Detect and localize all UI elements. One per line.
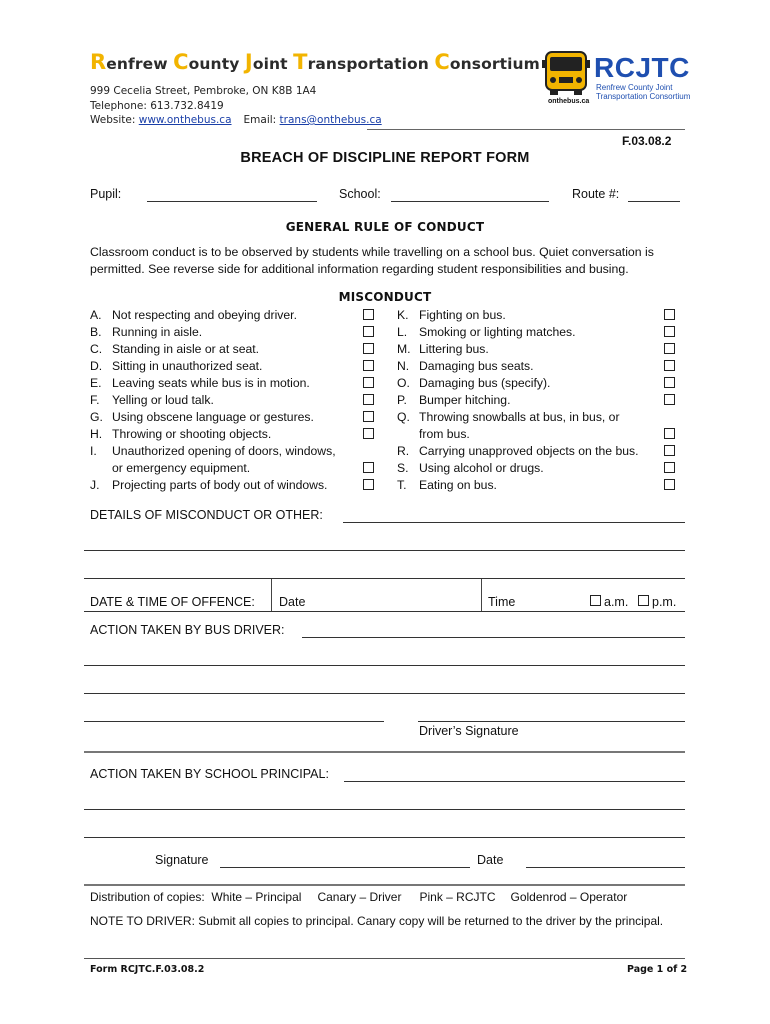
copy-pink: Pink – RCJTC [419,890,496,904]
misconduct-item [397,443,639,460]
misconduct-text: Yelling or loud talk. [112,393,214,407]
header-divider [367,129,685,130]
copy-canary: Canary – Driver [317,890,402,904]
logo-subtitle-1: Renfrew County Joint [596,83,673,92]
misconduct-text: from bus. [419,427,470,441]
checkbox-t[interactable] [664,479,675,490]
misconduct-text: Running in aisle. [112,325,203,339]
misconduct-key: M. [397,342,411,356]
section-divider-2 [84,884,685,886]
misconduct-key: L. [397,325,408,339]
misconduct-item [397,375,639,392]
checkbox-f[interactable] [363,394,374,405]
checkbox-j[interactable] [363,479,374,490]
website-link[interactable]: www.onthebus.ca [138,114,232,126]
email-link[interactable]: trans@onthebus.ca [279,114,382,126]
misconduct-key: O. [397,376,410,390]
details-field-line-1[interactable] [343,522,685,523]
misconduct-text: Throwing snowballs at bus, in bus, or [419,410,620,424]
general-rule-text: Classroom conduct is to be observed by students while travelling on a school bus. Quiet conversation is permitted. See reverse side for additional information regarding student responsibilities and busing. [90,245,654,276]
signature-date-label: Date [477,853,504,867]
am-label: a.m. [604,595,629,609]
checkbox-d[interactable] [363,360,374,371]
checkbox-q[interactable] [664,428,675,439]
pm-label: p.m. [652,595,677,609]
checkbox-e[interactable] [363,377,374,388]
misconduct-text: Sitting in unauthorized seat. [112,359,263,373]
misconduct-item [397,460,639,477]
principal-action-label: ACTION TAKEN BY SCHOOL PRINCIPAL: [90,767,329,781]
details-label: DETAILS OF MISCONDUCT OR OTHER: [90,508,323,522]
misconduct-key: A. [90,308,102,322]
misconduct-item [90,324,336,341]
misconduct-text: Bumper hitching. [419,393,511,407]
section-divider-1 [84,751,685,753]
time-field[interactable]: Time [488,595,516,609]
route-field[interactable] [628,201,680,202]
misconduct-key: G. [90,410,103,424]
principal-date-line[interactable] [526,867,685,868]
misconduct-text: Damaging bus seats. [419,359,534,373]
misconduct-key: S. [397,461,409,475]
misconduct-text: Using alcohol or drugs. [419,461,544,475]
misconduct-key: D. [90,359,103,373]
misconduct-item [90,392,336,409]
misconduct-text: Eating on bus. [419,478,497,492]
misconduct-item [90,460,336,477]
details-field-line-3[interactable] [84,578,685,579]
time-divider [481,579,482,611]
misconduct-text: Standing in aisle or at seat. [112,342,260,356]
distribution-line [90,890,627,904]
misconduct-text: Leaving seats while bus is in motion. [112,376,310,390]
general-rule-heading: GENERAL RULE OF CONDUCT [285,220,485,234]
misconduct-item [90,375,336,392]
checkbox-h[interactable] [363,428,374,439]
website-label: Website: [90,114,139,126]
misconduct-key: I. [90,444,97,458]
misconduct-text: or emergency equipment. [112,461,251,475]
misconduct-item [90,341,336,358]
misconduct-item [90,477,336,494]
school-field[interactable] [391,201,549,202]
checkbox-m[interactable] [664,343,675,354]
misconduct-item [90,443,336,460]
checkbox-p[interactable] [664,394,675,405]
misconduct-item [397,324,639,341]
misconduct-key: B. [90,325,102,339]
misconduct-text: Littering bus. [419,342,489,356]
date-field[interactable]: Date [279,595,306,609]
misconduct-item [90,409,336,426]
driver-signature-line[interactable] [418,721,685,722]
misconduct-key: C. [90,342,103,356]
misconduct-item [397,358,639,375]
checkbox-l[interactable] [664,326,675,337]
date-divider [271,579,272,611]
date-time-bottom-line [84,611,685,612]
footer-divider [84,958,685,959]
misconduct-key: T. [397,478,407,492]
misconduct-item [397,341,639,358]
misconduct-item [90,358,336,375]
copy-white: White – Principal [211,890,302,904]
driver-action-label: ACTION TAKEN BY BUS DRIVER: [90,623,285,637]
misconduct-list-right [397,307,639,494]
checkbox-a[interactable] [363,309,374,320]
misconduct-item [397,409,639,426]
date-time-label: DATE & TIME OF OFFENCE: [90,595,255,609]
misconduct-text: Projecting parts of body out of windows. [112,478,328,492]
misconduct-item [90,426,336,443]
am-checkbox[interactable] [590,595,601,606]
misconduct-key: F. [90,393,100,407]
misconduct-text: Fighting on bus. [419,308,506,322]
checkbox-b[interactable] [363,326,374,337]
driver-signature-label: Driver’s Signature [419,724,519,738]
org-address: 999 Cecelia Street, Pembroke, ON K8B 1A4 [90,85,317,97]
route-label: Route #: [572,187,620,201]
school-label: School: [339,187,381,201]
distribution-label: Distribution of copies: [90,890,205,904]
note-to-driver: NOTE TO DRIVER: Submit all copies to principal. Canary copy will be returned to the driver by the principal. [90,914,664,928]
checkbox-k[interactable] [664,309,675,320]
org-telephone: Telephone: 613.732.8419 [90,100,224,112]
checkbox-r[interactable] [664,445,675,456]
misconduct-item [397,307,639,324]
form-title: BREACH OF DISCIPLINE REPORT FORM [240,150,530,166]
misconduct-text: Using obscene language or gestures. [112,410,314,424]
checkbox-n[interactable] [664,360,675,371]
form-number: F.03.08.2 [622,134,672,148]
misconduct-key: Q. [397,410,410,424]
checkbox-g[interactable] [363,411,374,422]
misconduct-key: N. [397,359,410,373]
logo-text: RCJTC [594,52,690,83]
checkbox-c[interactable] [363,343,374,354]
misconduct-heading: MISCONDUCT [338,290,432,304]
logo-tagline: onthebus.ca [548,98,590,105]
misconduct-list-left [90,307,336,494]
driver-action-line-3[interactable] [84,693,685,694]
misconduct-item [90,307,336,324]
school-bus-icon [540,50,592,96]
principal-action-line-1[interactable] [344,781,685,782]
principal-action-line-2[interactable] [84,809,685,810]
misconduct-key: H. [90,427,103,441]
misconduct-key: E. [90,376,102,390]
pm-checkbox[interactable] [638,595,649,606]
misconduct-text: Throwing or shooting objects. [112,427,272,441]
misconduct-text: Unauthorized opening of doors, windows, [112,444,336,458]
pupil-label: Pupil: [90,187,122,201]
details-field-line-2[interactable] [84,550,685,551]
misconduct-item [397,477,639,494]
principal-signature-line[interactable] [220,867,470,868]
footer-form-code: Form RCJTC.F.03.08.2 [90,964,205,975]
pupil-field[interactable] [147,201,317,202]
misconduct-item [397,392,639,409]
organization-name: Renfrew County Joint Transportation Consortium [90,50,540,74]
copy-goldenrod: Goldenrod – Operator [510,890,628,904]
misconduct-item [397,426,639,443]
checkbox-s[interactable] [664,462,675,473]
logo-subtitle-2: Transportation Consortium [596,92,691,101]
misconduct-key: K. [397,308,409,322]
misconduct-key: P. [397,393,407,407]
misconduct-text: Not respecting and obeying driver. [112,308,297,322]
email-label: Email: [243,114,280,126]
misconduct-key: J. [90,478,100,492]
driver-action-line-4[interactable] [84,721,384,722]
signature-label: Signature [155,853,209,867]
driver-action-line-2[interactable] [84,665,685,666]
driver-action-line-1[interactable] [302,637,685,638]
checkbox-o[interactable] [664,377,675,388]
org-contact-line [90,114,382,126]
misconduct-key: R. [397,444,410,458]
misconduct-text: Damaging bus (specify). [419,376,551,390]
footer-page-number: Page 1 of 2 [627,964,688,975]
checkbox-i[interactable] [363,462,374,473]
misconduct-text: Smoking or lighting matches. [419,325,576,339]
misconduct-text: Carrying unapproved objects on the bus. [419,444,639,458]
principal-action-line-3[interactable] [84,837,685,838]
